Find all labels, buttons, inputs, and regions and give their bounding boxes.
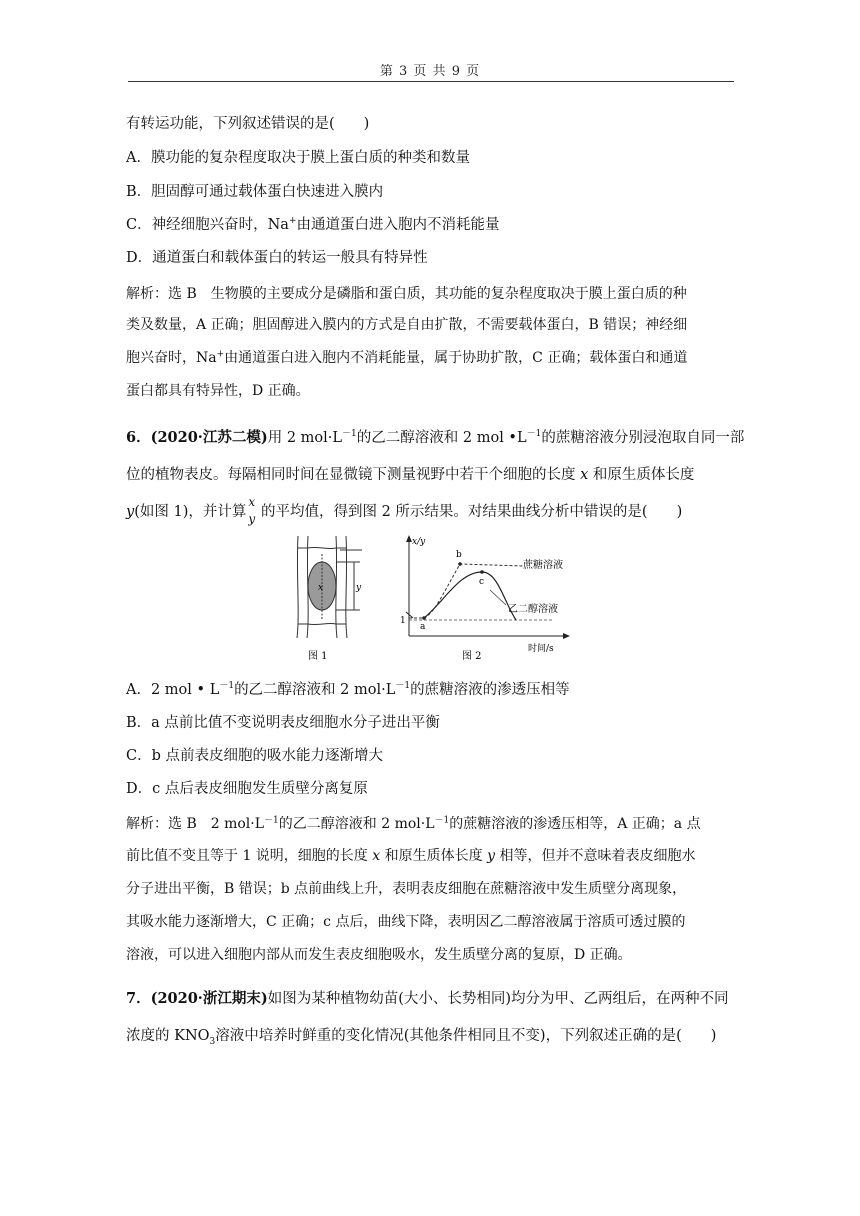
fig2-x-axis-arrow bbox=[563, 633, 570, 639]
q5-option-b: B．胆固醇可通过载体蛋白快速进入膜内 bbox=[126, 184, 384, 200]
fig1-y-label: y bbox=[356, 583, 362, 593]
q6-analysis-line-5: 溶液，可以进入细胞内部从而发生表皮细胞吸水，发生质壁分离的复原，D 正确。 bbox=[126, 947, 632, 963]
fig2-sucrose-curve bbox=[409, 564, 524, 618]
fig2-point-a bbox=[422, 616, 426, 620]
page-header: 第 3 页 共 9 页 bbox=[379, 64, 481, 79]
fig2-y-axis-label: x/y bbox=[412, 537, 426, 547]
fig2-label-a: a bbox=[420, 622, 426, 632]
fig1-x-label: x bbox=[318, 583, 324, 593]
q6-figure-svg bbox=[284, 532, 584, 666]
fig2-label-b: b bbox=[456, 550, 462, 560]
q5-analysis-line-3: 胞兴奋时，Na+由通道蛋白进入胞内不消耗能量，属于协助扩散，C 正确；载体蛋白和通道 bbox=[126, 349, 688, 366]
q6-analysis-line-3: 分子进出平衡，B 错误；b 点前曲线上升，表明表皮细胞在蔗糖溶液中发生质壁分离现象， bbox=[126, 881, 687, 897]
header-rule bbox=[128, 81, 734, 82]
q5-analysis-line-4: 蛋白都具有特异性，D 正确。 bbox=[126, 383, 310, 399]
q7-stem-line-2: 浓度的 $KNO_3$溶液中培养时鲜重的变化情况(其他条件相同且不变)，下列叙述正确的是( ) bbox=[126, 1028, 717, 1047]
fig1-caption: 图 1 bbox=[308, 651, 328, 662]
q6-figure bbox=[284, 532, 584, 670]
fig2-caption: 图 2 bbox=[462, 651, 482, 662]
fig2-glycol-leader bbox=[490, 590, 506, 605]
q5-analysis-line-2: 类及数量，A 正确；胆固醇进入膜内的方式是自由扩散，不需要载体蛋白，B 错误；神经细 bbox=[126, 317, 688, 333]
fig2-x-axis-label: 时间/s bbox=[528, 644, 554, 654]
fig2-sucrose-label: 蔗糖溶液 bbox=[523, 560, 563, 571]
q7-stem-line-1: 7．(2020·浙江期末)如图为某种植物幼苗(大小、长势相同)均分为甲、乙两组后，在两种不同 bbox=[126, 990, 729, 1007]
q6-analysis-line-4: 其吸水能力逐渐增大，C 正确；c 点后，曲线下降，表明因乙二醇溶液属于溶质可透过膜的 bbox=[126, 914, 686, 930]
fig2-tick-1: 1 bbox=[400, 616, 406, 626]
fig2-glycol-curve bbox=[424, 572, 516, 620]
fig2-chart bbox=[406, 535, 570, 639]
fig2-point-c bbox=[480, 570, 484, 574]
fig2-glycol-label: 乙二醇溶液 bbox=[508, 604, 558, 615]
q5-stem: 有转运功能，下列叙述错误的是( ) bbox=[126, 116, 370, 132]
q6-option-a: A．2 mol • $L^{-1}$的乙二醇溶液和 2 $mol\cdot L^{-1}$的蔗糖溶液的渗透压相等 bbox=[126, 681, 570, 698]
fig1-plant-cell bbox=[297, 536, 362, 638]
q6-analysis-line-1: 解析：选 B 2 $mol\cdot L^{-1}$的乙二醇溶液和 2 $mol\cdot L^{-1}$的蔗糖溶液的渗透压相等，A 正确；a 点 bbox=[126, 815, 701, 832]
q5-option-a: A．膜功能的复杂程度取决于膜上蛋白质的种类和数量 bbox=[126, 150, 470, 166]
q6-option-b: B．a 点前比值不变说明表皮细胞水分子进出平衡 bbox=[126, 715, 440, 731]
fig2-label-c: c bbox=[479, 577, 485, 587]
fig2-point-b bbox=[458, 562, 462, 566]
q6-stem-line-1: 6．(2020·江苏二模)用 2 $mol\cdot L^{-1}$的乙二醇溶液和 2 mol $•L^{-1}$的蔗糖溶液分别浸泡取自同一部 bbox=[126, 429, 745, 446]
q6-analysis-line-2: 前比值不变且等于 1 说明，细胞的长度 x 和原生质体长度 y 相等，但并不意味着表皮细胞水 bbox=[126, 848, 696, 864]
q6-stem-line-3: y(如图 1)，并计算 x y 的平均值，得到图 2 所示结果。对结果曲线分析中错误的是( ) bbox=[126, 495, 683, 526]
q5-option-c: C．神经细胞兴奋时，Na+由通道蛋白进入胞内不消耗能量 bbox=[126, 216, 500, 233]
q5-option-d: D．通道蛋白和载体蛋白的转运一般具有特异性 bbox=[126, 250, 428, 266]
q6-option-c: C．b 点前表皮细胞的吸水能力逐渐增大 bbox=[126, 748, 383, 764]
x-over-y-fraction: x y bbox=[248, 495, 256, 526]
q5-analysis-line-1: 解析：选 B 生物膜的主要成分是磷脂和蛋白质，其功能的复杂程度取决于膜上蛋白质的种 bbox=[126, 286, 687, 302]
q6-stem-line-2: 位的植物表皮。每隔相同时间在显微镜下测量视野中若干个细胞的长度 x 和原生质体长度 bbox=[126, 467, 695, 483]
q6-option-d: D．c 点后表皮细胞发生质壁分离复原 bbox=[126, 781, 368, 797]
